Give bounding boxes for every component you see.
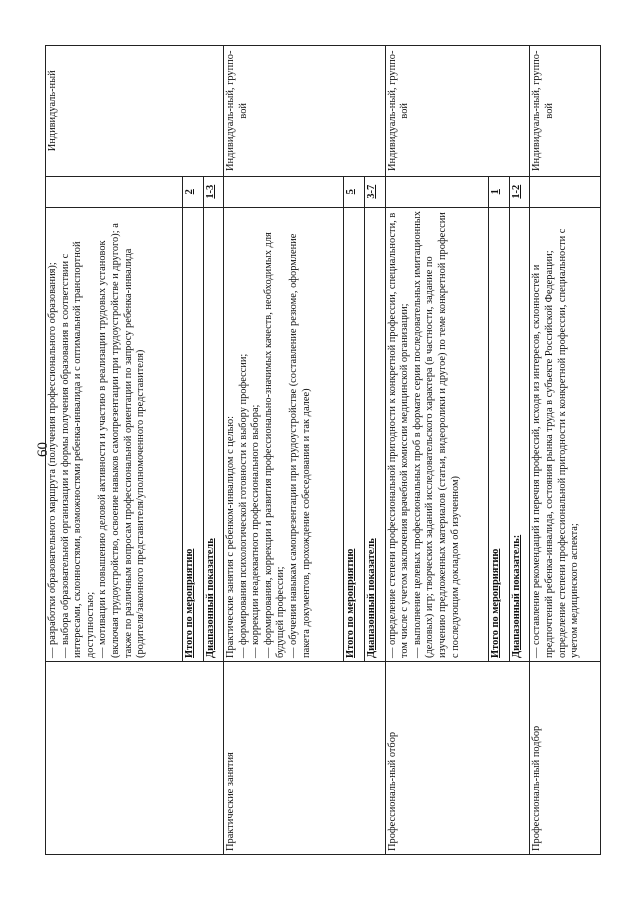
mode-cell: Индивидуаль-ный, группо-вой [530,46,601,177]
table-row [530,46,601,855]
content-line: — мотивации к повышению деловой активности и участию в реализации трудовых установок (включая трудоустройство, освоение навыков самопрезентации при трудоустройстве и другого); а также по различным вопросам профессиональной ориентации по запросу ребенка-инвалида (родителя/законного представителя/уполномоченного представителя) [97,223,147,658]
total-value: 5 [344,176,365,207]
total-value: 1 [489,176,510,207]
content-line: — обучения навыкам самопрезентации при трудоустройстве (составление резюме, оформление пакета документов, прохождение собеседования и так далее) [288,233,312,658]
mode-cell: Индивидуаль-ный [46,46,224,177]
content-line: — коррекции неадекватного профессионального выбора; [250,404,262,658]
content-line: — составление рекомендаций и перечня профессий, исходя из интересов, склонностей и предпочтений ребенка-инвалида, состояния рынка труда в субъекте Российской Федерации; определение степени профессиональной пригодности к конкретной профессии, специальности с учетом медицинского аспекта; [531,228,581,658]
mode-cell: Индивидуаль-ный, группо-вой [224,46,385,177]
content-cell [530,207,601,661]
content-line: — определение степени профессиональной пригодности к конкретной профессии, специальности, в том числе с учетом заключения врачебной комиссии медицинской организации; [386,212,411,658]
rotated-page [45,45,601,855]
table-row [385,46,489,855]
value-cell [46,176,183,207]
content-cell [46,207,183,661]
content-line: — выполнение целевых профессиональных проб в формате серии последовательных имитационных (деловых) игр; творческих заданий исследовательского характера (в частности, задание по изучению предложенных материалов (статьи, видеоролики и другое) по теме конкретной профессии с последующим докладом об изученном) [411,211,461,658]
total-label: Итого по мероприятию [182,207,203,661]
value-cell [224,176,344,207]
mode-cell: Индивидуаль-ный, группо-вой [385,46,530,177]
page-number: 60 [35,442,51,457]
value-cell [530,176,601,207]
form-cell: Профессиональ-ный подбор [530,661,601,854]
table-row [224,46,344,855]
range-label: Диапазонный показатель [203,207,224,661]
total-label: Итого по мероприятию [489,207,510,661]
form-cell [46,661,224,854]
range-value: 3-7 [365,176,386,207]
form-cell: Практические занятия [224,661,385,854]
content-cell [224,207,344,661]
content-line: — формирования, коррекции и развития профессионально-значимых качеств, необходимых для будущей профессии; [262,232,287,658]
range-value: 1-3 [203,176,224,207]
content-cell [385,207,489,661]
table-row [46,46,183,855]
total-label: Итого по мероприятию [344,207,365,661]
value-cell [385,176,489,207]
form-cell: Профессиональ-ный отбор [385,661,530,854]
range-label: Диапазонный показатель: [509,207,530,661]
total-value: 2 [182,176,203,207]
content-line: — формирования психологической готовности к выбору профессии; [237,353,249,658]
content-line: — разработки образовательного маршрута (получения профессионального образования); [47,262,58,658]
document-table [45,45,601,855]
range-value: 1-2 [509,176,530,207]
content-line: — выбора образовательной организации и формы получения образования в соответствии с интересами, склонностями, возможностями ребенка-инвалида и с оптимальной транспортной доступностью; [59,241,96,658]
document-table-container [45,45,601,855]
content-line: Практические занятия с ребенком-инвалидом с целью: [225,415,237,658]
range-label: Диапазонный показатель [365,207,386,661]
